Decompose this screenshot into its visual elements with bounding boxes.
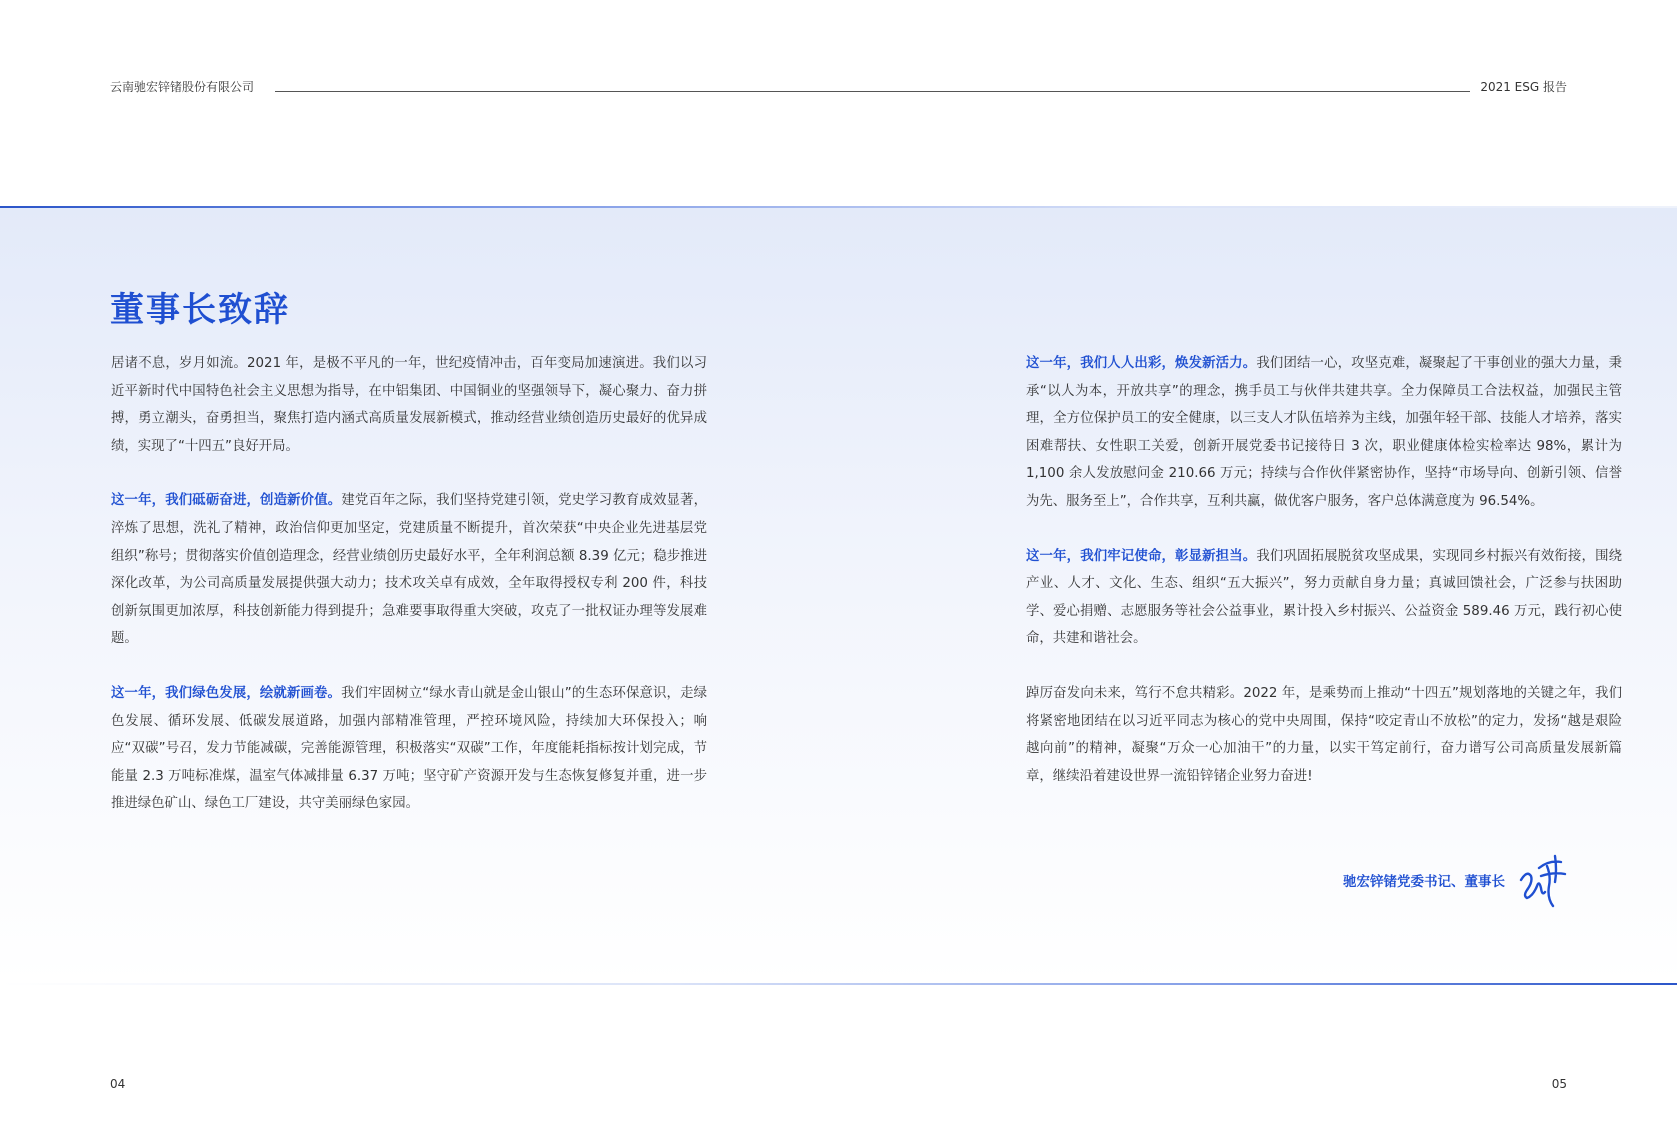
paragraph-text: 我们巩固拓展脱贫攻坚成果，实现同乡村振兴有效衔接，围绕产业、人才、文化、生态、组织“五大振兴”，努力贡献自身力量；真诚回馈社会，广泛参与扶困助学、爱心捐赠、志愿服务等社会公益事业，累计投入乡村振兴、公益资金 589.46 万元，践行初心使命，共建和谐社会。: [1026, 548, 1623, 647]
paragraph-mission: [1026, 543, 1622, 653]
paragraph-value: [111, 487, 707, 653]
page-title: 董事长致辞: [110, 290, 290, 330]
paragraph-text: 居诸不息，岁月如流。2021 年，是极不平凡的一年，世纪疫情冲击，百年变局加速演进。我们以习近平新时代中国特色社会主义思想为指导，在中铝集团、中国铜业的坚强领导下，凝心聚力、奋力拼搏，勇立潮头，奋勇担当，聚焦打造内涵式高质量发展新模式，推动经营业绩创造历史最好的优异成绩，实现了“十四五”良好开局。: [111, 356, 707, 454]
paragraph-lead: 这一年，我们绿色发展，绘就新画卷。: [111, 685, 342, 701]
paragraph-outlook: [1026, 680, 1622, 790]
paragraph-people: [1026, 350, 1622, 516]
paragraph-text: 建党百年之际，我们坚持党建引领，党史学习教育成效显著，淬炼了思想，洗礼了精神，政治信仰更加坚定，党建质量不断提升，首次荣获“中央企业先进基层党组织”称号；贯彻落实价值创造理念，经营业绩创历史最好水平，全年利润总额 8.39 亿元；稳步推进深化改革，为公司高质量发展提供强大动力；技术攻关卓有成效，全年取得授权专利 200 件，科技创新氛围更加浓厚，科技创新能力得到提升；急难要事取得重大突破，攻克了一批权证办理等发展难题。: [111, 493, 708, 647]
handwritten-signature-icon: [1517, 852, 1567, 908]
right-column: [1026, 350, 1622, 817]
signature-block: [1343, 852, 1567, 908]
left-column: [111, 350, 707, 845]
paragraph-green: [111, 680, 707, 818]
report-title: 2021 ESG 报告: [1480, 80, 1567, 94]
paragraph-lead: 这一年，我们牢记使命，彰显新担当。: [1026, 548, 1257, 564]
page-number-left: 04: [110, 1077, 126, 1091]
paragraph-text: 我们牢固树立“绿水青山就是金山银山”的生态环保意识，走绿色发展、循环发展、低碳发展道路，加强内部精准管理，严控环境风险，持续加大环保投入；响应“双碳”号召，发力节能减碳，完善能源管理，积极落实“双碳”工作，年度能耗指标按计划完成，节能量 2.3 万吨标准煤，温室气体减排量 6.37 万吨；坚守矿产资源开发与生态恢复修复并重，进一步推进绿色矿山、绿色工厂建设，共守美丽绿色家园。: [111, 685, 708, 812]
band-bottom-rule: [0, 983, 1677, 985]
paragraph-lead: 这一年，我们人人出彩，焕发新活力。: [1026, 356, 1257, 371]
paragraph-text: 我们团结一心，攻坚克难，凝聚起了干事创业的强大力量，秉承“以人为本，开放共享”的理念，携手员工与伙伴共建共享。全力保障员工合法权益，加强民主管理，全方位保护员工的安全健康，以三支人才队伍培养为主线，加强年轻干部、技能人才培养，落实困难帮扶、女性职工关爱，创新开展党委书记接待日 3 次，职业健康体检实检率达 98%，累计为 1,100 余人发放慰问金 210.66 万元；持续与合作伙伴紧密协作，坚持“市场导向、创新引领、信誉为先、服务至上”，合作共享，互利共赢，做优客户服务，客户总体满意度为 96.54%。: [1026, 356, 1623, 509]
paragraph-text: 踔厉奋发向未来，笃行不怠共精彩。2022 年，是乘势而上推动“十四五”规划落地的关键之年，我们将紧密地团结在以习近平同志为核心的党中央周围，保持“咬定青山不放松”的定力，发扬“越是艰险越向前”的精神，凝聚“万众一心加油干”的力量，以实干笃定前行，奋力谱写公司高质量发展新篇章，继续沿着建设世界一流铅锌锗企业努力奋进!: [1026, 685, 1622, 784]
paragraph-lead: 这一年，我们砥砺奋进，创造新价值。: [111, 493, 342, 509]
header-divider: [275, 91, 1470, 92]
page-number-right: 05: [1551, 1077, 1567, 1091]
paragraph-intro: [111, 350, 707, 460]
page-header: [0, 0, 1677, 120]
signer-title: 驰宏锌锗党委书记、董事长: [1343, 874, 1505, 890]
company-name: 云南驰宏锌锗股份有限公司: [110, 80, 255, 94]
